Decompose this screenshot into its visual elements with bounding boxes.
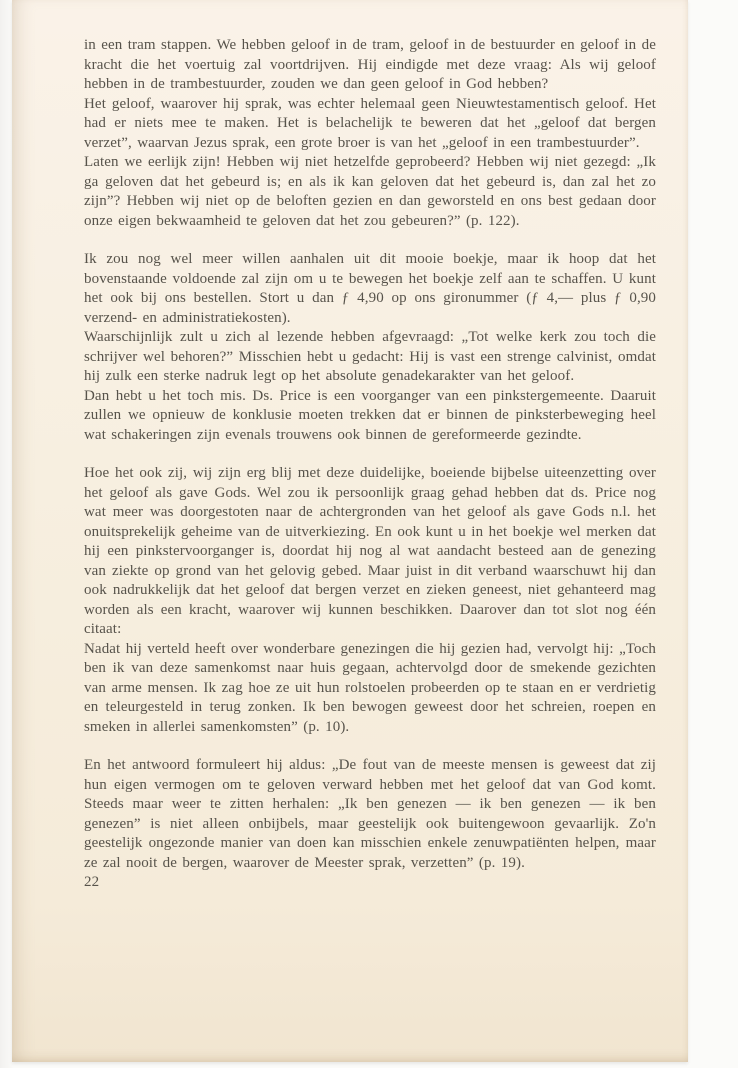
paragraph-8: Nadat hij verteld heeft over wonderbare genezingen die hij gezien had, vervolgt hij: „Toch ben ik van deze samenkomst naar huis gegaan, achtervolgd door de smekende gezichten van arme mensen. Ik zag hoe ze uit hun rolstoelen probeerden op te staan en er verdrietig en teleurgesteld in terug zonken. Ik ben bewogen geweest door het schreien, roepen en smeken in allerlei samenkomsten” (p. 10).	[84, 640, 656, 735]
paragraph-5: Waarschijnlijk zult u zich al lezende hebben afgevraagd: „Tot welke kerk zou toch die schrijver wel behoren?” Misschien hebt u gedacht: Hij is vast een strenge calvinist, omdat hij zulk een sterke nadruk legt op het absolute genadekarakter van het geloof.	[84, 329, 656, 384]
paragraph-2: Het geloof, waarover hij sprak, was echter helemaal geen Nieuwtestamentisch geloof. Het had er niets mee te maken. Het is belachelijk te beweren dat het „geloof dat bergen verzet”, waarvan Jezus sprak, een grote broer is van het „geloof in een trambestuurder”.	[84, 95, 656, 151]
paragraph-4: Ik zou nog wel meer willen aanhalen uit dit mooie boekje, maar ik hoop dat het bovenstaande voldoende zal zijn om u te bewegen het boekje zelf aan te schaffen. U kunt het ook bij ons bestellen. Stort u dan ƒ 4,90 op ons gironummer (ƒ 4,— plus ƒ 0,90 verzend- en administratiekosten).	[84, 251, 656, 326]
paragraph-3: Laten we eerlijk zijn! Hebben wij niet hetzelfde geprobeerd? Hebben wij niet gezegd: „Ik ga geloven dat het gebeurd is; en als ik kan geloven dat het gebeurd is, dan zal het zo zijn”? Hebben wij niet op de beloften gezien en dan geworsteld en ons best gedaan door onze eigen bekwaamheid te geloven dat het zou gebeuren?” (p. 122).	[84, 154, 656, 229]
paragraph-1: in een tram stappen. We hebben geloof in de tram, geloof in de bestuurder en geloof in de kracht die het voertuig zal voortdrijven. Hij eindigde met deze vraag: Als wij geloof hebben in de trambestuurder, zouden we dan geen geloof in God hebben?	[84, 37, 656, 92]
paragraph-9: En het antwoord formuleert hij aldus: „De fout van de meeste mensen is geweest dat zij hun eigen vermogen om te geloven verward hebben met het geloof dat van God komt. Steeds maar weer te zitten herhalen: „Ik ben genezen — ik ben genezen — ik ben genezen” is niet alleen onbijbels, maar geestelijk ook buitengewoon gevaarlijk. Zo'n geestelijk ongezonde manier van doen kan misschien enkele zenuwpatiënten helpen, maar ze zal nooit de bergen, waarover de Meester sprak, verzetten” (p. 19).	[84, 757, 656, 871]
scanned-page	[12, 0, 688, 1062]
paragraph-6: Dan hebt u het toch mis. Ds. Price is een voorganger van een pinkstergemeente. Daaruit zullen we opnieuw de konklusie moeten trekken dat er binnen de pinksterbeweging heel wat schakeringen zijn evenals trouwens ook binnen de gereformeerde gezindte.	[84, 387, 656, 443]
page-number: 22	[84, 874, 100, 890]
paragraph-7: Hoe het ook zij, wij zijn erg blij met deze duidelijke, boeiende bijbelse uiteenzetting over het geloof als gave Gods. Wel zou ik persoonlijk graag gehad hebben dat ds. Price nog wat meer was doorgestoten naar de achtergronden van het geloof als gave Gods n.l. het onuitsprekelijk geheime van de uitverkiezing. En ook kunt u in het boekje wel merken dat hij een pinkstervoorganger is, doordat hij nog al wat aandacht besteed aan de genezing van ziekte op grond van het gelovig gebed. Maar juist in dit verband waarschuwt hij dan ook nadrukkelijk dat het geloof dat bergen verzet en zieken geneest, niet gehanteerd mag worden als een kracht, waarover wij kunnen beschikken. Daarover dan tot slot nog één citaat:	[84, 465, 656, 637]
text-block	[84, 36, 656, 893]
